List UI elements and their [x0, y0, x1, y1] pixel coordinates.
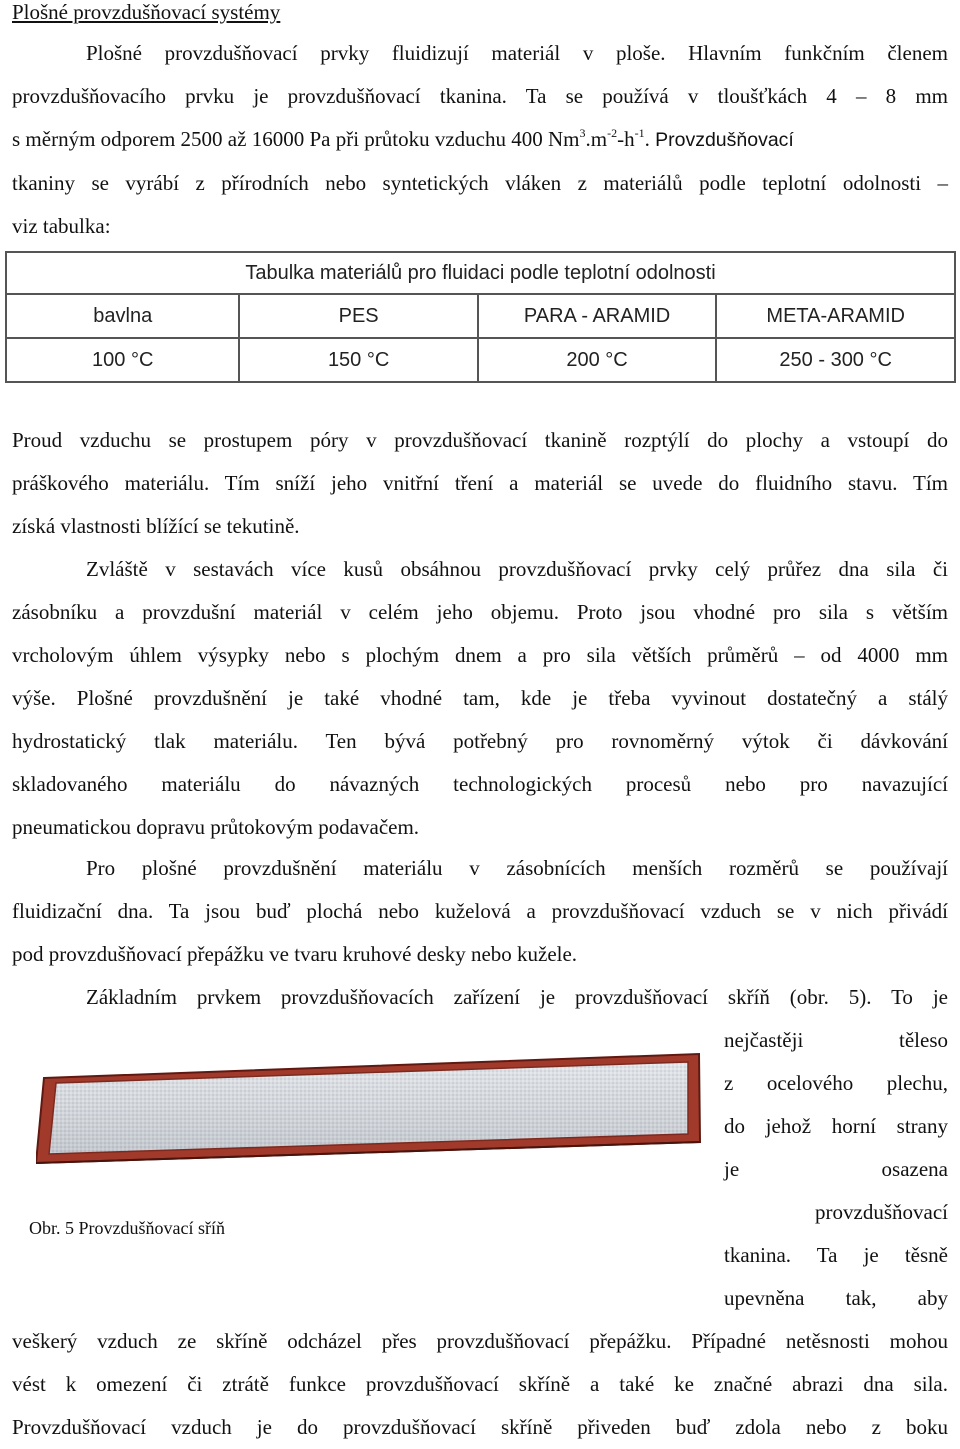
flow-line-2: práškového materiálu. Tím sníží jeho vnitřní tření a materiál se uvede do fluidního stavu. Tím	[12, 471, 948, 495]
table-cell: 150 °C	[239, 338, 477, 382]
side-line: upevněna tak, aby	[724, 1286, 948, 1310]
side-line: do jehož horní strany	[724, 1114, 948, 1138]
side-line: je osazena	[724, 1157, 948, 1181]
assembly-line-2: zásobníku a provzdušní materiál v celém jeho objemu. Proto jsou vhodné pro sila s větším	[12, 600, 948, 624]
table-cell: 250 - 300 °C	[716, 338, 955, 382]
assembly-paragraph	[12, 548, 948, 849]
closing-line-2: vést k omezení či ztrátě funkce provzdušňovací skříně a také ke značné abrazi dna sila.	[12, 1372, 948, 1396]
flow-paragraph	[12, 419, 948, 548]
table-row-materials	[6, 294, 955, 338]
closing-line-3: Provzdušňovací vzduch je do provzdušňovací skříně přiveden buď zdola nebo z boku	[12, 1415, 948, 1439]
aeration-box-paragraph	[12, 976, 948, 1019]
side-line: z ocelového plechu,	[724, 1071, 948, 1095]
fluid-line-2: fluidizační dna. Ta jsou buď plochá nebo kuželová a provzdušňovací vzduch se v nich přivádí	[12, 899, 948, 923]
assembly-line-1: Zvláště v sestavách více kusů obsáhnou provzdušňovací prvky celý průřez dna sila či	[86, 557, 948, 581]
intro-line-3-text: s měrným odporem 2500 až 16000 Pa při průtoku vzduchu 400 Nm	[12, 127, 580, 151]
aeration-box-figure	[36, 1050, 704, 1165]
assembly-line-6: skladovaného materiálu do návazných technologických procesů nebo pro navazující	[12, 772, 948, 796]
superscript-3: 3	[579, 126, 586, 140]
table-cell: 200 °C	[478, 338, 717, 382]
table-caption: Tabulka materiálů pro fluidaci podle teplotní odolnosti	[6, 252, 955, 294]
figure-caption: Obr. 5 Provzdušňovací sříň	[29, 1218, 225, 1238]
superscript-minus-2: -2	[607, 126, 618, 140]
fluid-line-1: Pro plošné provzdušnění materiálu v zásobnících menších rozměrů se používají	[86, 856, 948, 880]
assembly-line-5: hydrostatický tlak materiálu. Ten bývá potřebný pro rovnoměrný výtok či dávkování	[12, 729, 948, 753]
assembly-line-3: vrcholovým úhlem výsypky nebo s plochým dnem a pro sila větších průměrů – od 4000 mm	[12, 643, 948, 667]
table-cell: 100 °C	[6, 338, 239, 382]
intro-paragraph	[12, 32, 948, 248]
table-cell: bavlna	[6, 294, 239, 338]
assembly-line-7: pneumatickou dopravu průtokovým podavačem.	[12, 815, 420, 839]
closing-line-1: veškerý vzduch ze skříně odcházel přes provzdušňovací přepážku. Případné netěsnosti mohou	[12, 1329, 948, 1353]
fluid-line-3: pod provzdušňovací přepážku ve tvaru kruhové desky nebo kužele.	[12, 942, 578, 966]
unit-h: -h	[617, 127, 635, 151]
table-cell: PARA - ARAMID	[478, 294, 717, 338]
intro-line-5: viz tabulka:	[12, 214, 111, 238]
flow-line-1: Proud vzduchu se prostupem póry v provzdušňovací tkanině rozptýlí do plochy a vstoupí do	[12, 428, 948, 452]
side-line: provzdušňovací	[815, 1200, 948, 1224]
intro-line-1: Plošné provzdušňovací prvky fluidizují materiál v ploše. Hlavním funkčním členem	[86, 41, 948, 65]
side-line: tkanina. Ta je těsně	[724, 1243, 948, 1267]
unit-end: .	[644, 127, 656, 151]
flow-line-3: získá vlastnosti blížící se tekutině.	[12, 514, 300, 538]
table-cell: PES	[239, 294, 477, 338]
superscript-minus-1: -1	[634, 126, 645, 140]
unit-m: .m	[585, 127, 608, 151]
fluid-bottom-paragraph	[12, 847, 948, 976]
closing-paragraph	[12, 1320, 948, 1449]
intro-line-3	[12, 118, 948, 162]
intro-line-3-sans: Provzdušňovací	[655, 129, 794, 151]
side-line: nejčastěji těleso	[724, 1028, 948, 1052]
side-text-column	[724, 1019, 948, 1320]
assembly-line-4: výše. Plošné provzdušnění je také vhodné tam, kde je třeba vyvinout dostatečný a stálý	[12, 686, 948, 710]
table-cell: META-ARAMID	[716, 294, 955, 338]
intro-line-4: tkaniny se vyrábí z přírodních nebo syntetických vláken z materiálů podle teplotní odolnosti –	[12, 171, 948, 195]
aeration-line-1: Základním prvkem provzdušňovacích zařízení je provzdušňovací skříň (obr. 5). To je	[86, 985, 948, 1009]
aeration-box-image	[36, 1050, 704, 1165]
section-heading: Plošné provzdušňovací systémy	[12, 0, 281, 24]
intro-line-2: provzdušňovacího prvku je provzdušňovací tkanina. Ta se používá v tloušťkách 4 – 8 mm	[12, 84, 948, 108]
materials-table	[5, 251, 956, 383]
table-row-temperatures	[6, 338, 955, 382]
